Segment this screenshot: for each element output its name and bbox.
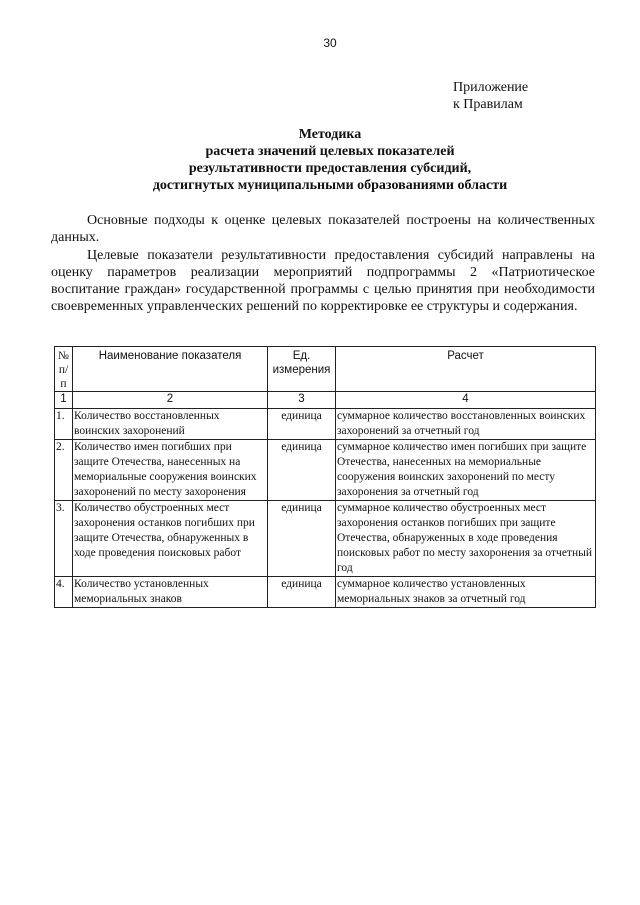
indicator-unit: единица (268, 577, 336, 608)
title-line-4: достигнутых муниципальными образованиями области (152, 178, 508, 193)
table-row (55, 409, 596, 440)
indicators-table (54, 346, 596, 608)
index-cell: 2 (73, 392, 268, 409)
document-title (80, 126, 580, 194)
header-unit: Ед. измерения (268, 347, 336, 392)
row-number: 1. (55, 409, 73, 440)
indicator-name: Количество установленных мемориальных знаков (73, 577, 268, 608)
title-line-2: расчета значений целевых показателей (205, 144, 455, 159)
title-line-3: результативности предоставления субсидий, (188, 161, 472, 176)
indicator-calculation: суммарное количество обустроенных мест захоронения останков погибших при защите Отечества, обнаруженных в ходе проведения поисковых работ по месту захоронения за отчетный год (336, 501, 596, 577)
indicator-name: Количество обустроенных мест захоронения останков погибших при защите Отечества, обнаруженных в ходе проведения поисковых работ (73, 501, 268, 577)
indicator-name: Количество имен погибших при защите Отечества, нанесенных на мемориальные сооружения воинских захоронений по месту захоронения (73, 440, 268, 501)
table-row (55, 501, 596, 577)
indicator-calculation: суммарное количество восстановленных воинских захоронений за отчетный год (336, 409, 596, 440)
index-cell: 1 (55, 392, 73, 409)
header-calc: Расчет (336, 347, 596, 392)
paragraph-2 (51, 247, 595, 315)
appendix-line-1: Приложение (453, 80, 529, 95)
paragraph-1-text: Основные подходы к оценке целевых показателей построены на количественных данных. (51, 213, 595, 245)
indicator-unit: единица (268, 440, 336, 501)
paragraph-1 (51, 212, 595, 246)
page-number: 30 (323, 36, 337, 50)
table-row (55, 440, 596, 501)
appendix-line-2: к Правилам (453, 97, 523, 112)
index-cell: 3 (268, 392, 336, 409)
row-number: 2. (55, 440, 73, 501)
row-number: 4. (55, 577, 73, 608)
table-index-row (55, 392, 596, 409)
indicator-unit: единица (268, 501, 336, 577)
row-number: 3. (55, 501, 73, 577)
table-header-row (55, 347, 596, 392)
table-row (55, 577, 596, 608)
indicator-calculation: суммарное количество имен погибших при защите Отечества, нанесенных на мемориальные сооружения воинских захоронений по месту захоронения за отчетный год (336, 440, 596, 501)
paragraph-2-text: Целевые показатели результативности предоставления субсидий направлены на оценку параметров реализации мероприятий подпрограммы 2 «Патриотическое воспитание граждан» государственной программы с целью принятия при необходимости своевременных управленческих решений по корректировке ее структуры и содержания. (51, 248, 595, 314)
header-num: № п/п (55, 347, 73, 392)
indicator-calculation: суммарное количество установленных мемориальных знаков за отчетный год (336, 577, 596, 608)
title-line-1: Методика (298, 127, 362, 142)
indicator-unit: единица (268, 409, 336, 440)
indicator-name: Количество восстановленных воинских захоронений (73, 409, 268, 440)
appendix-note (453, 79, 528, 113)
header-name: Наименование показателя (73, 347, 268, 392)
index-cell: 4 (336, 392, 596, 409)
